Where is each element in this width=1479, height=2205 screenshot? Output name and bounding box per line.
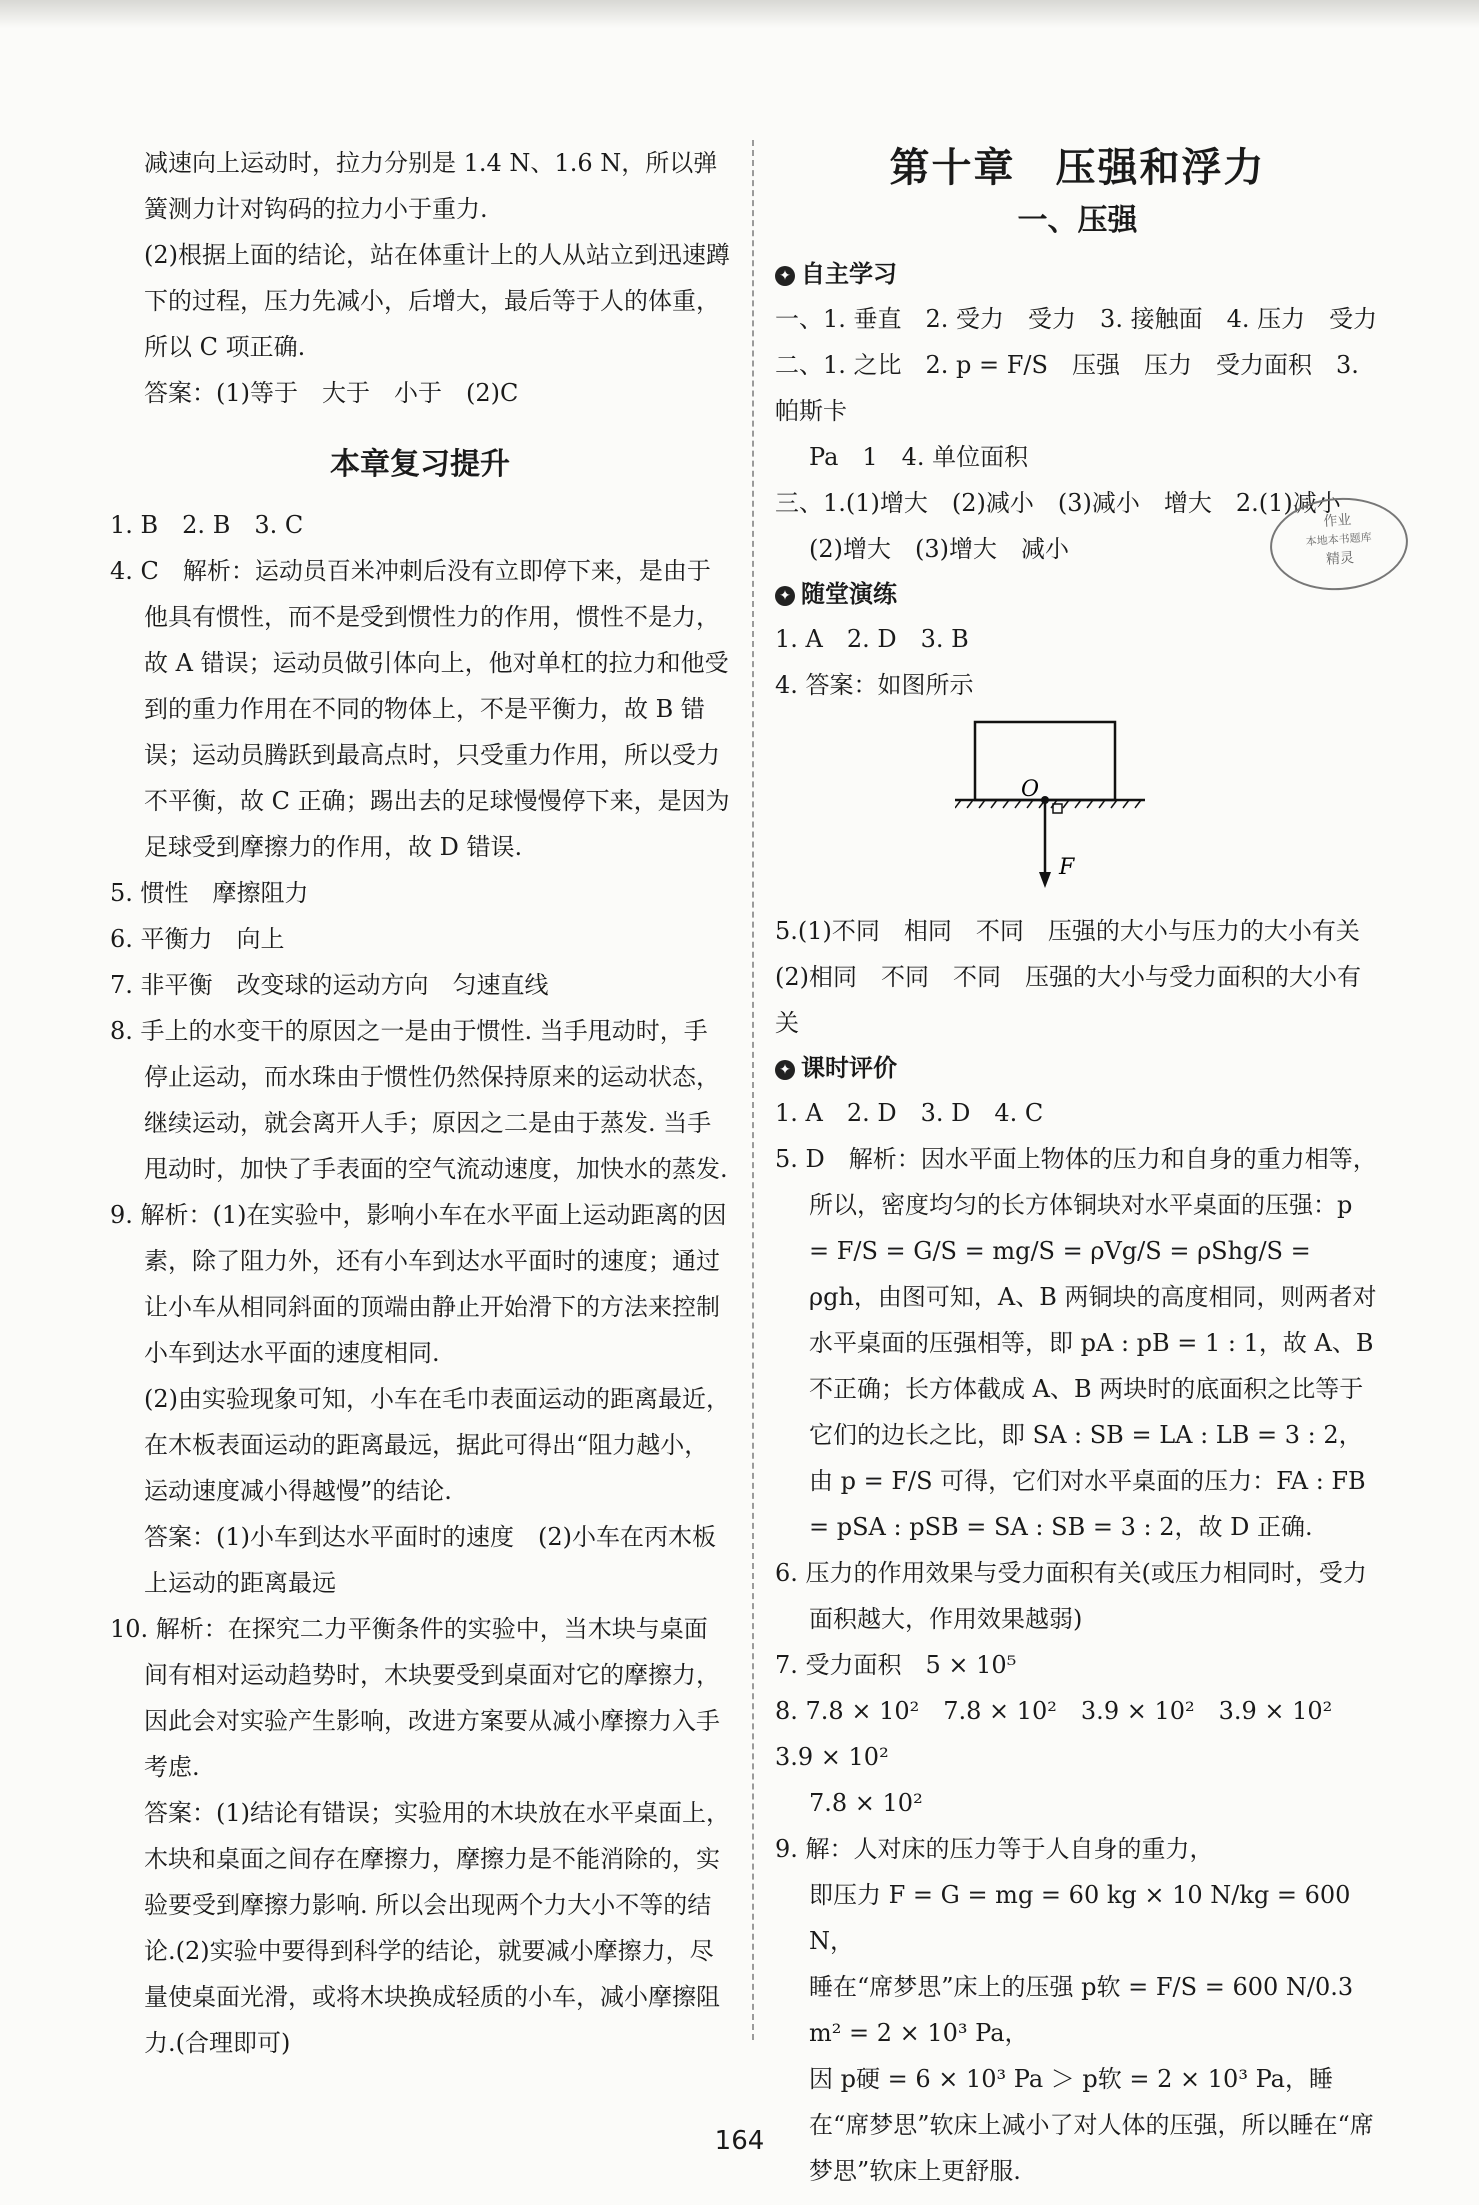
eval-line-9b: 即压力 F = G = mg = 60 kg × 10 N/kg = 600 N， [809,1881,1351,1955]
chapter-title [775,140,1380,196]
chapter-number: 第十章 [889,145,1016,191]
star-icon: ✦ [775,1060,795,1080]
eval-line-8: 8. 7.8 × 10² 7.8 × 10² 3.9 × 10² 3.9 × 10² 3.9 × 10² [775,1697,1357,1771]
pressure-diagram [775,712,1380,902]
label-class-practice: ✦ 随堂演练 [775,572,1380,616]
right-angle-mark [1053,804,1062,813]
eval-line-9c: 睡在“席梦思”床上的压强 p软 = F/S = 600 N/0.3 m² = 2 × 10³ Pa， [809,1973,1354,2047]
label-o: O [1021,777,1040,802]
review-item-7: 7. 非平衡 改变球的运动方向 匀速直线 [110,971,549,999]
review-item-1: 1. B 2. B 3. C [110,511,304,539]
label-lesson-eval: ✦ 课时评价 [775,1046,1380,1090]
eval-line-9: 9. 解：人对床的压力等于人自身的重力， [775,1835,1214,1863]
eval-line-5: 5. D 解析：因水平面上物体的压力和自身的重力相等，所以，密度均匀的长方体铜块对水平桌面的压强：p = F/S = G/S = mg/S = ρVg/S = ρShg/S = ρgh，由图可知，A、B 两铜块的高度相同，则两者对水平桌面的压强相等，即 pA : pB = 1 : 1，故 A、B 不正确；长方体截成 A、B 两块时的底面积之比等于它们的边长之比，即 SA : SB = LA : LB = 3 : 2，由 p = F/S 可得，它们对水平桌面的压力：FA : FB = pSA : pSB = SA : SB = 3 : 2，故 D 正确. [775,1145,1377,1541]
chapter-name: 压强和浮力 [1055,145,1266,191]
block-shape [975,722,1115,800]
class-line-1: 1. A 2. D 3. B [775,625,969,653]
lesson-title: 一、压强 [1017,203,1138,238]
watermark-stamp: 作业 本地本书题库 精灵 [1267,493,1411,594]
right-column [775,140,1380,2194]
eval-line-1: 1. A 2. D 3. D 4. C [775,1099,1044,1127]
intro-paragraph-1: 减速向上运动时，拉力分别是 1.4 N、1.6 N，所以弹簧测力计对钩码的拉力小于重力. [144,149,718,223]
label-self-study: ✦ 自主学习 [775,252,1380,296]
review-item-6: 6. 平衡力 向上 [110,925,285,953]
force-arrow-head [1039,872,1051,888]
pressure-diagram-svg [955,712,1155,902]
eval-line-8b: 7.8 × 10² [809,1789,923,1817]
page-number: 164 [714,2126,765,2156]
review-item-9-answer: 答案：(1)小车到达水平面时的速度 (2)小车在丙木板上运动的距离最远 [144,1523,716,1597]
review-item-10-answer: 答案：(1)结论有错误；实验用的木块放在水平桌面上，木块和桌面之间存在摩擦力，摩擦力是不能消除的，实验要受到摩擦力影响. 所以会出现两个力大小不等的结论.(2)实验中要得到科学的结论，就要减小摩擦力，尽量使桌面光滑，或将木块换成轻质的小车，减小摩擦阻力.(合理即可) [144,1799,730,2057]
eval-line-7: 7. 受力面积 5 × 10⁵ [775,1651,1017,1679]
column-divider [752,140,754,2040]
self-line-5: (2)增大 (3)增大 减小 [809,535,1069,563]
self-line-1: 一、1. 垂直 2. 受力 受力 3. 接触面 4. 压力 受力 [775,305,1378,333]
class-line-5: 5.(1)不同 相同 不同 压强的大小与压力的大小有关 [775,917,1360,945]
section-title-review: 本章复习提升 [330,447,510,482]
eval-line-6: 6. 压力的作用效果与受力面积有关(或压力相同时，受力面积越大，作用效果越弱) [775,1559,1367,1633]
class-line-2: 4. 答案：如图所示 [775,671,974,699]
intro-paragraph-2: (2)根据上面的结论，站在体重计上的人从站立到迅速蹲下的过程，压力先减小，后增大，最后等于人的体重，所以 C 项正确. [144,241,730,361]
self-line-3: Pa 1 4. 单位面积 [809,443,1029,471]
review-item-8: 8. 手上的水变干的原因之一是由于惯性. 当手甩动时，手停止运动，而水珠由于惯性仍然保持原来的运动状态，继续运动，就会离开人手；原因之二是由于蒸发. 当手甩动时，加快了手表面的空气流动速度，加快水的蒸发. [110,1017,728,1183]
review-item-5: 5. 惯性 摩擦阻力 [110,879,309,907]
review-item-9-part2: (2)由实验现象可知，小车在毛巾表面运动的距离最近，在木板表面运动的距离最远，据此可得出“阻力越小，运动速度减小得越慢”的结论. [144,1385,730,1505]
self-line-2: 二、1. 之比 2. p = F/S 压强 压力 受力面积 3. 帕斯卡 [775,351,1359,425]
page-top-shadow [0,0,1479,28]
self-line-4: 三、1.(1)增大 (2)减小 (3)减小 增大 2.(1)减小 [775,489,1341,517]
review-item-10: 10. 解析：在探究二力平衡条件的实验中，当木块与桌面间有相对运动趋势时，木块要受到桌面对它的摩擦力，因此会对实验产生影响，改进方案要从减小摩擦力入手考虑. [110,1615,720,1781]
eval-line-9d: 因 p硬 = 6 × 10³ Pa ＞ p软 = 2 × 10³ Pa，睡在“席梦思”软床上减小了对人体的压强，所以睡在“席梦思”软床上更舒服. [809,2065,1374,2185]
review-item-9: 9. 解析：(1)在实验中，影响小车在水平面上运动距离的因素，除了阻力外，还有小车到达水平面时的速度；通过让小车从相同斜面的顶端由静止开始滑下的方法来控制小车到达水平面的速度相同. [110,1201,727,1367]
star-icon: ✦ [775,586,795,606]
label-f: F [1059,855,1075,880]
review-item-4: 4. C 解析：运动员百米冲刺后没有立即停下来，是由于他具有惯性，而不是受到惯性力的作用，惯性不是力，故 A 错误；运动员做引体向上，他对单杠的拉力和他受到的重力作用在不同的物体上，不是平衡力，故 B 错误；运动员腾跃到最高点时，只受重力作用，所以受力不平衡，故 C 正确；踢出去的足球慢慢停下来，是因为足球受到摩擦力的作用，故 D 错误. [110,557,730,861]
intro-answer: 答案：(1)等于 大于 小于 (2)C [144,379,519,407]
class-line-5b: (2)相同 不同 不同 压强的大小与受力面积的大小有关 [775,963,1361,1037]
left-column [110,140,730,2066]
star-icon: ✦ [775,266,795,286]
